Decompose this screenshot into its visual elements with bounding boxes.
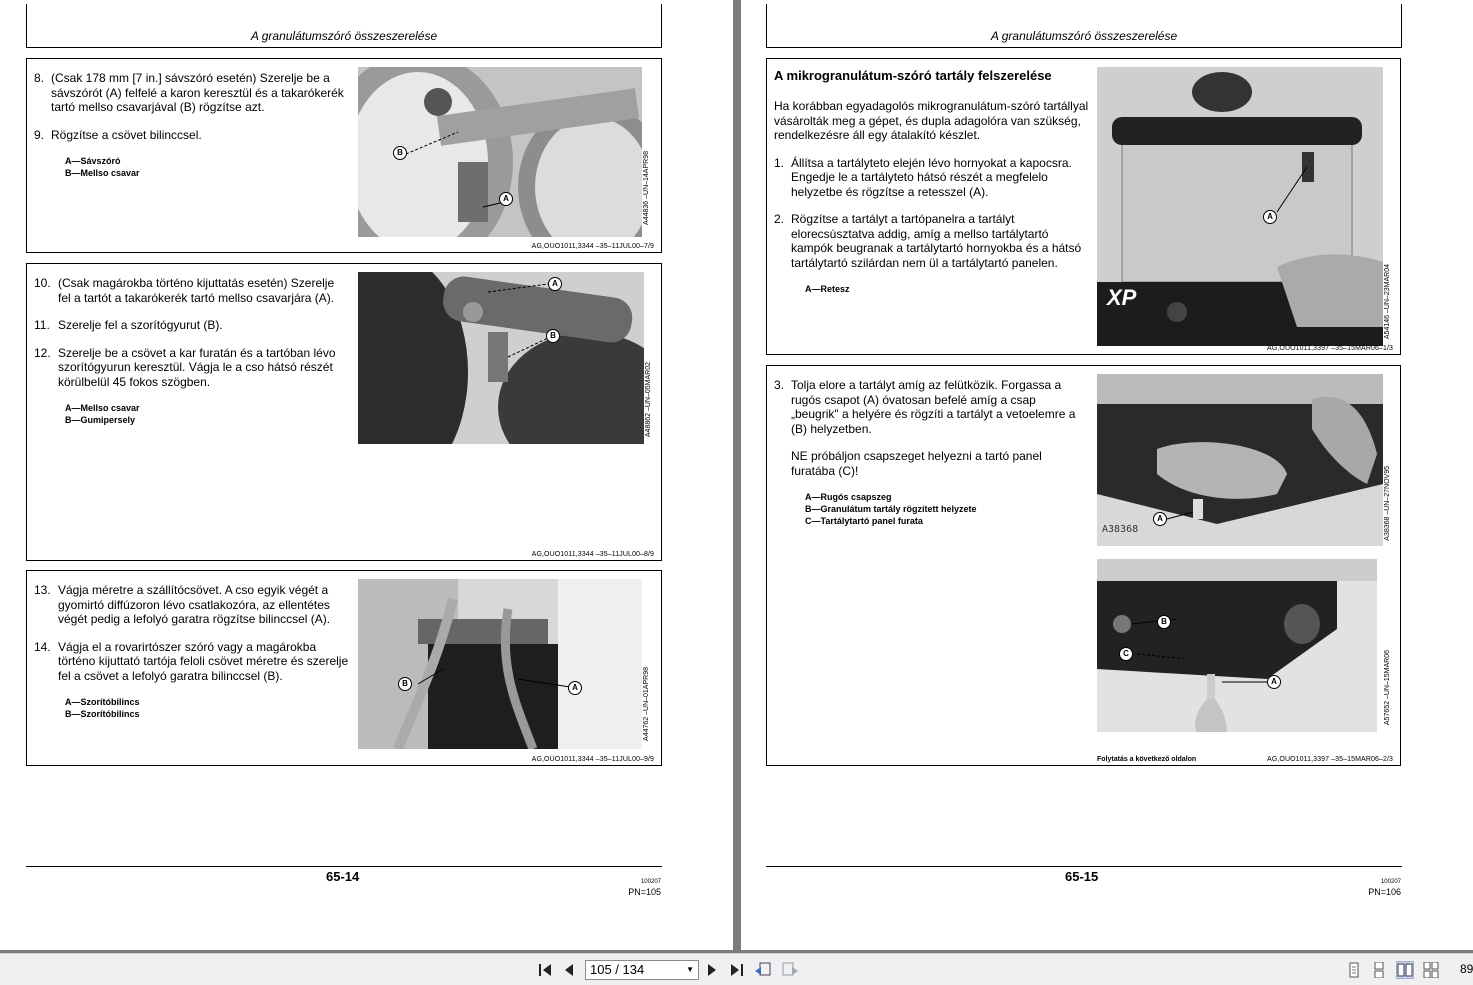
step-14: 14. Vágja el a rovarirtószer szóró vagy a magárokba történo kijuttató tartója feloli csövet méretre és szerelje fel a csövet a lefolyó garatra bilinccsel (B).	[34, 639, 349, 683]
step-9: 9. Rögzítse a csövet bilinccsel.	[34, 127, 202, 142]
reference-code: AG,OUO1011,3397 –35–15MAR06–1/3	[1267, 345, 1393, 352]
callout-b: B	[398, 677, 412, 691]
page-65-14	[0, 0, 733, 950]
callout-a: A	[1267, 675, 1281, 689]
chevron-down-icon: ▼	[686, 965, 694, 974]
continued-note: Folytatás a következő oldalon	[1097, 756, 1197, 763]
intro-text: Ha korábban egyadagolós mikrogranulátum-szóró tartállyal vásárolták meg a gépet, és dupla adagolóra van szükség, rendelkezésre áll egy átalakító készlet.	[774, 99, 1089, 142]
callout-b: B	[1157, 615, 1171, 629]
photo-hands-pin	[1097, 374, 1383, 546]
page-header: A granulátumszóró összeszerelése	[766, 4, 1402, 48]
callout-b: B	[546, 329, 560, 343]
page-header: A granulátumszóró összeszerelése	[26, 4, 662, 48]
single-page-icon	[1346, 962, 1362, 978]
photo-code: A44762 –UN–01APR98	[643, 667, 650, 741]
photo-label: A38368	[1102, 524, 1139, 535]
photo-tank	[1097, 67, 1383, 346]
last-page-button[interactable]	[729, 961, 745, 979]
footer-rule	[26, 866, 662, 867]
photo-code: A57652 –UN–15MAR06	[1384, 650, 1391, 726]
first-page-icon	[537, 963, 553, 977]
section-title: A mikrogranulátum-szóró tartály felszerelése	[774, 68, 1052, 83]
continuous-view-button[interactable]	[1371, 962, 1387, 978]
step-1: 1. Állítsa a tartályteto elején lévo hornyokat a kapocsra. Engedje le a tartályteto hátsó részét a megfelelo helyzetbe és rögzítse a retesszel (A).	[774, 155, 1072, 199]
tank-logo-text: XP	[1107, 285, 1137, 310]
reference-code: AG,OUO1011,3397 –35–15MAR06–2/3	[1267, 756, 1393, 763]
photo-bracket	[358, 272, 644, 444]
callout-a: A	[1153, 512, 1167, 526]
legend: A—Rugós csapszeg B—Granulátum tartály rögzített helyzete C—Tartálytartó panel furata	[805, 492, 977, 526]
continuous-facing-view-button[interactable]	[1423, 962, 1439, 978]
warning-note: NE próbáljon csapszeget helyezni a tartó panel furatába (C)!	[791, 449, 1042, 478]
page-id: 100207 PN=105	[628, 879, 661, 897]
page-id: 100207 PN=106	[1368, 879, 1401, 897]
continuous-page-icon	[1371, 962, 1387, 978]
previous-page-icon	[563, 963, 575, 977]
next-page-button[interactable]	[705, 961, 719, 979]
photo-code: A44836 –UN–14APR98	[643, 151, 650, 225]
callout-a: A	[568, 681, 582, 695]
next-page-icon	[706, 963, 718, 977]
photo-panel-holes	[1097, 559, 1377, 732]
callout-a: A	[1263, 210, 1277, 224]
photo-code: A38368 –UN–27NOV95	[1384, 466, 1391, 541]
facing-pages-icon	[1397, 962, 1413, 978]
reference-code: AG,OUO1011,3344 –35–11JUL00–7/9	[531, 243, 654, 250]
last-page-icon	[729, 963, 745, 977]
legend: A—Szorítóbilincs B—Szorítóbilincs	[65, 697, 140, 719]
step-12: 12. Szerelje be a csövet a kar furatán és a tartóban lévo szorítógyurun keresztül. Vágja le a cso hátsó részét körülbelül 45 fokos szögben.	[34, 345, 336, 389]
instruction-box-tank	[766, 58, 1401, 355]
instruction-box-3	[26, 570, 662, 766]
callout-a: A	[548, 277, 562, 291]
reference-code: AG,OUO1011,3344 –35–11JUL00–8/9	[531, 551, 654, 558]
instruction-box-2	[26, 263, 662, 561]
go-forward-icon	[781, 962, 799, 978]
photo-code: A54146 –UN–23MAR04	[1384, 264, 1391, 340]
page-65-15	[741, 0, 1473, 950]
viewer-toolbar	[0, 953, 1473, 985]
step-8: 8. (Csak 178 mm [7 in.] sávszóró esetén) Szerelje be a sávszórót (A) felfelé a karon keresztül és a takarókerék tartó mellso csavarjával (B) rögzítse azt.	[34, 71, 344, 114]
step-13: 13. Vágja méretre a szállítócsövet. A cso egyik végét a gyomirtó diffúzoron lévo csatlakozóra, az ellentétes végét pedig a lefolyó garatra rögzítse bilinccsel (A).	[34, 583, 331, 626]
legend: A—Mellso csavar B—Gumipersely	[65, 403, 140, 425]
photo-band-applicator	[358, 67, 642, 237]
photo-hoses	[358, 579, 642, 749]
step-2: 2. Rögzítse a tartályt a tartópanelra a tartályt elorecsúsztatva addig, amíg a mellso tartálytartó kampók beugranak a tartálytartó hornyokba és a hátsó tartálytartó szilárdan nem ül a tartálytartó panelen.	[774, 212, 1082, 270]
go-back-button[interactable]	[754, 961, 772, 979]
go-back-icon	[754, 962, 772, 978]
photo-code: A48862 –UN–05MAR02	[645, 362, 652, 438]
page-number: 65-15	[1065, 869, 1099, 884]
single-page-view-button[interactable]	[1346, 962, 1362, 978]
legend: A—Retesz	[805, 284, 850, 294]
instruction-box-pin	[766, 365, 1401, 766]
continuous-facing-icon	[1423, 962, 1439, 978]
go-forward-button[interactable]	[781, 961, 799, 979]
legend: A—Sávszóró B—Mellso csavar	[65, 156, 140, 178]
facing-pages-view-button[interactable]	[1397, 962, 1413, 978]
step-10: 10. (Csak magárokba történo kijuttatás esetén) Szerelje fel a tartót a takarókerék tartó mellso csavarjára (A).	[34, 276, 335, 305]
footer-rule	[766, 866, 1402, 867]
previous-page-button[interactable]	[562, 961, 576, 979]
page-number: 65-14	[326, 869, 360, 884]
step-11: 11. Szerelje fel a szorítógyurut (B).	[34, 318, 223, 332]
zoom-level[interactable]: 89	[1460, 962, 1473, 976]
first-page-button[interactable]	[537, 961, 553, 979]
instruction-box-1	[26, 58, 662, 253]
callout-b: B	[393, 146, 407, 160]
callout-a: A	[499, 192, 513, 206]
page-selector[interactable]: 105 / 134 ▼	[585, 960, 699, 980]
step-3: 3. Tolja elore a tartályt amíg az felütközik. Forgassa a rugós csapot (A) óvatosan befelé amíg a csap „beugrik" a helyére és rögzíti a tartályt a vetoelemre a (B) helyzetben.	[774, 378, 1076, 436]
reference-code: AG,OUO1011,3344 –35–11JUL00–9/9	[531, 756, 654, 763]
callout-c: C	[1119, 647, 1133, 661]
